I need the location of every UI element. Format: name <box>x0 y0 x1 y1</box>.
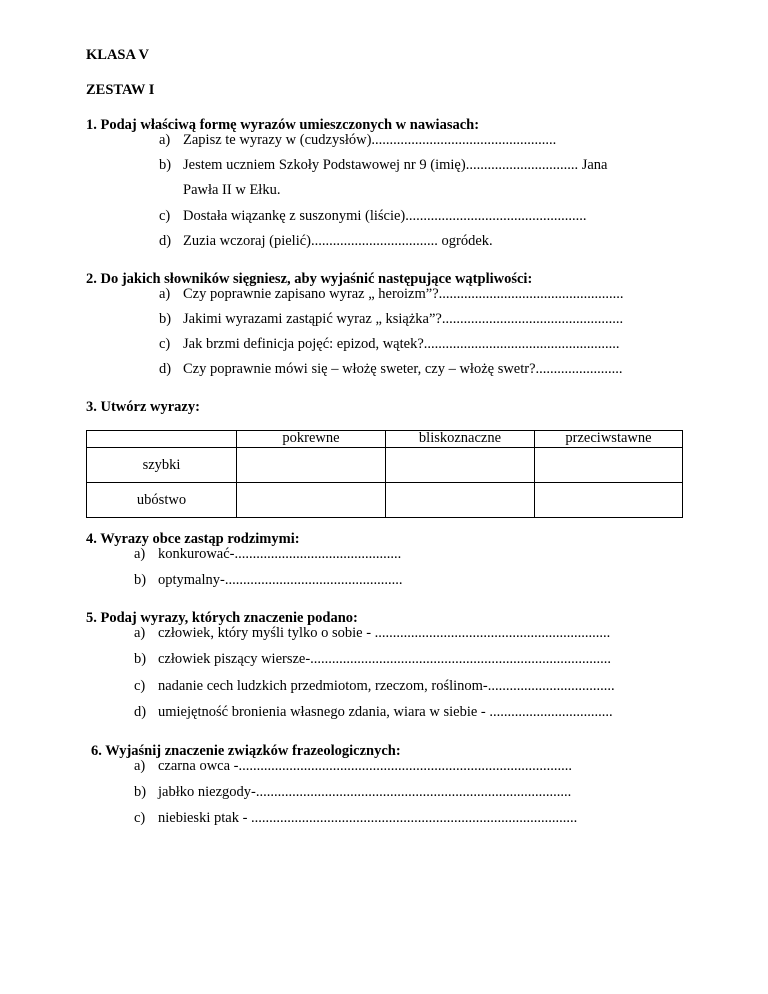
q5-item-c: c) nadanie cech ludzkich przedmiotom, rzeczom, roślinom-................................... <box>134 678 615 694</box>
q4-title: 4. Wyrazy obce zastąp rodzimymi: <box>86 531 300 547</box>
class-heading: KLASA V <box>86 47 149 63</box>
set-heading: ZESTAW I <box>86 82 155 98</box>
answer-cell[interactable] <box>535 483 683 518</box>
q5-item-b: b) człowiek piszący wiersze-................................................................................... <box>134 651 612 667</box>
q1-item-b: b) Jestem uczniem Szkoły Podstawowej nr 9 (imię)............................... Jana <box>159 157 608 173</box>
q3-title: 3. Utwórz wyrazy: <box>86 399 200 415</box>
q6-title: 6. Wyjaśnij znaczenie związków frazeologicznych: <box>91 743 401 759</box>
q4-item-a: a) konkurować-.............................................. <box>134 546 402 562</box>
table-row-label: szybki <box>87 448 237 483</box>
q1-title: 1. Podaj właściwą formę wyrazów umieszczonych w nawiasach: <box>86 117 480 133</box>
q5-title: 5. Podaj wyrazy, których znaczenie podano: <box>86 610 358 626</box>
table-row <box>87 448 683 483</box>
q1-item-c: c) Dostała wiązankę z suszonymi (liście).................................................. <box>159 208 587 224</box>
q6-item-a: a) czarna owca -............................................................................................ <box>134 758 572 774</box>
q1-item-a: a) Zapisz te wyrazy w (cudzysłów)................................................... <box>159 132 557 148</box>
q4-item-b: b) optymalny-................................................. <box>134 572 403 588</box>
q2-title: 2. Do jakich słowników sięgniesz, aby wyjaśnić następujące wątpliwości: <box>86 271 533 287</box>
q6-item-b: b) jabłko niezgody-....................................................................................... <box>134 784 572 800</box>
q1-item-b-cont: Pawła II w Ełku. <box>183 182 281 198</box>
answer-cell[interactable] <box>237 483 386 518</box>
q2-item-c: c) Jak brzmi definicja pojęć: epizod, wątek?...................................................... <box>159 336 620 352</box>
q1-item-d: d) Zuzia wczoraj (pielić)................................... ogródek. <box>159 233 493 249</box>
q2-item-d: d) Czy poprawnie mówi się – włożę sweter, czy – włożę swetr?........................ <box>159 361 623 377</box>
table-row <box>87 483 683 518</box>
answer-cell[interactable] <box>386 448 535 483</box>
word-formation-table <box>86 430 683 518</box>
table-header-przeciwstawne: przeciwstawne <box>535 431 683 448</box>
table-header-empty <box>87 431 237 448</box>
q5-item-a: a) człowiek, który myśli tylko o sobie - ................................................................. <box>134 625 611 641</box>
answer-cell[interactable] <box>535 448 683 483</box>
q6-item-c: c) niebieski ptak - .......................................................................................... <box>134 810 578 826</box>
table-header-bliskoznaczne: bliskoznaczne <box>386 431 535 448</box>
table-header-row <box>87 431 683 448</box>
answer-cell[interactable] <box>386 483 535 518</box>
table-header-pokrewne: pokrewne <box>237 431 386 448</box>
answer-cell[interactable] <box>237 448 386 483</box>
q2-item-b: b) Jakimi wyrazami zastąpić wyraz „ książka”?.................................................. <box>159 311 624 327</box>
q2-item-a: a) Czy poprawnie zapisano wyraz „ heroizm”?................................................... <box>159 286 624 302</box>
q5-item-d: d) umiejętność bronienia własnego zdania, wiara w siebie - .................................. <box>134 704 613 720</box>
table-row-label: ubóstwo <box>87 483 237 518</box>
